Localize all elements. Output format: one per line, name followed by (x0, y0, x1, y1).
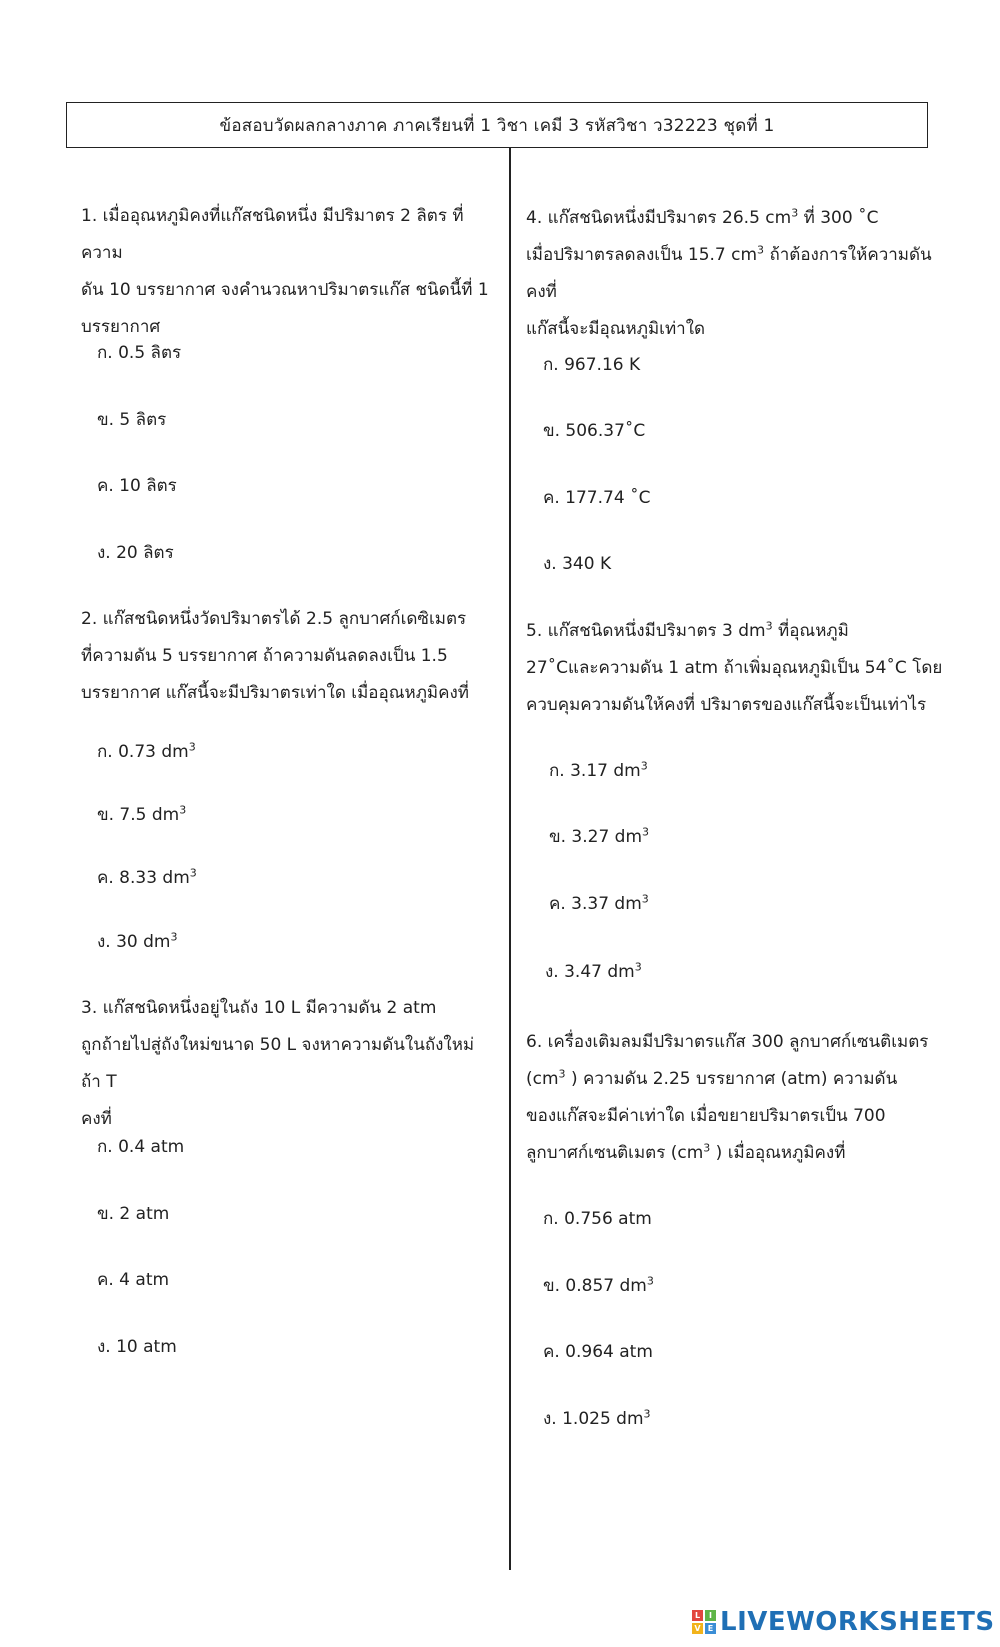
question-1-line: บรรยากาศ (81, 317, 161, 337)
liveworksheets-logo[interactable] (692, 1606, 995, 1638)
question-6 (526, 1024, 946, 1172)
q4-line2-rest: ถ้าต้องการให้ความดันคงที่ (526, 245, 932, 302)
logo-letter: E (705, 1623, 716, 1634)
q5-option-b-text: ข. 3.27 dm (549, 827, 643, 847)
superscript: 3 (646, 1274, 654, 1288)
superscript: 3 (189, 866, 197, 880)
logo-mark-icon (692, 1610, 716, 1634)
q6-line2-rest: ) ความดัน 2.25 บรรยากาศ (atm) ความดัน (565, 1069, 898, 1089)
q4-option-b[interactable]: ข. 506.37˚C (543, 421, 646, 441)
q5-option-c-text: ค. 3.37 dm (549, 894, 642, 914)
q5-line1-text: 5. แก๊สชนิดหนึ่งมีปริมาตร 3 dm (526, 621, 766, 641)
exam-header (66, 102, 928, 148)
question-5-line: ควบคุมความดันให้คงที่ ปริมาตรของแก๊สนี้จะเป็นเท่าไร (526, 695, 927, 715)
q2-option-c-text: ค. 8.33 dm (97, 868, 190, 888)
q4-line1-text: 4. แก๊สชนิดหนึ่งมีปริมาตร 26.5 cm (526, 208, 792, 228)
logo-letter: L (692, 1610, 703, 1621)
q2-option-d-text: ง. 30 dm (97, 932, 171, 952)
logo-text: LIVEWORKSHEETS (720, 1607, 995, 1637)
superscript: 3 (757, 243, 765, 257)
q2-option-c[interactable] (97, 866, 197, 890)
superscript: 3 (179, 803, 187, 817)
q3-option-a[interactable]: ก. 0.4 atm (97, 1137, 185, 1157)
superscript: 3 (170, 930, 178, 944)
q6-line4-rest: ) เมื่ออุณหภูมิคงที่ (710, 1143, 846, 1163)
q2-option-d[interactable] (97, 930, 178, 954)
logo-letter: V (692, 1623, 703, 1634)
q3-option-b[interactable]: ข. 2 atm (97, 1204, 170, 1224)
superscript: 3 (641, 892, 649, 906)
q5-option-d[interactable] (545, 960, 642, 984)
question-2-line: 2. แก๊สชนิดหนึ่งวัดปริมาตรได้ 2.5 ลูกบาศก์เดซิเมตร (81, 609, 467, 629)
q3-option-d[interactable]: ง. 10 atm (97, 1337, 177, 1357)
q4-line1-rest: ที่ 300 ˚C (798, 208, 879, 228)
superscript: 3 (642, 825, 650, 839)
q6-line4-text: ลูกบาศก์เซนติเมตร (cm (526, 1143, 704, 1163)
question-1-line: ดัน 10 บรรยากาศ จงคำนวณหาปริมาตรแก๊ส ชนิดนี้ที่ 1 (81, 280, 489, 300)
question-6-line: 6. เครื่องเติมลมมีปริมาตรแก๊ส 300 ลูกบาศก์เซนติเมตร (526, 1032, 929, 1052)
superscript: 3 (643, 1407, 651, 1421)
question-4-line (526, 237, 946, 311)
question-2 (81, 601, 491, 712)
q1-option-c[interactable]: ค. 10 ลิตร (97, 476, 177, 496)
superscript: 3 (765, 619, 773, 633)
question-4-line: แก๊สนี้จะมีอุณหภูมิเท่าใด (526, 319, 706, 339)
q6-option-b[interactable] (543, 1274, 654, 1298)
question-5-line: 27˚Cและความดัน 1 atm ถ้าเพิ่มอุณหภูมิเป็น 54˚C โดย (526, 658, 943, 678)
question-6-line: ของแก๊สจะมีค่าเท่าใด เมื่อขยายปริมาตรเป็น 700 (526, 1106, 886, 1126)
superscript: 3 (634, 960, 642, 974)
superscript: 3 (640, 759, 648, 773)
q2-option-b[interactable] (97, 803, 186, 827)
q1-option-b[interactable]: ข. 5 ลิตร (97, 410, 167, 430)
superscript: 3 (791, 206, 799, 220)
question-3-line: 3. แก๊สชนิดหนึ่งอยู่ในถัง 10 L มีความดัน 2 atm (81, 998, 437, 1018)
q6-option-c[interactable]: ค. 0.964 atm (543, 1342, 653, 1362)
q4-option-a[interactable]: ก. 967.16 K (543, 355, 641, 375)
q5-option-c[interactable] (549, 892, 649, 916)
q6-option-b-text: ข. 0.857 dm (543, 1276, 647, 1296)
superscript: 3 (188, 740, 196, 754)
exam-title: ข้อสอบวัดผลกลางภาค ภาคเรียนที่ 1 วิชา เคมี 3 รหัสวิชา ว32223 ชุดที่ 1 (219, 115, 775, 136)
q2-option-a-text: ก. 0.73 dm (97, 742, 189, 762)
q5-option-a[interactable] (549, 759, 648, 783)
q4-option-c[interactable]: ค. 177.74 ˚C (543, 488, 651, 508)
question-6-line (526, 1135, 946, 1172)
q6-option-a[interactable]: ก. 0.756 atm (543, 1209, 652, 1229)
q1-option-d[interactable]: ง. 20 ลิตร (97, 543, 174, 563)
q5-line1-rest: ที่อุณหภูมิ (772, 621, 849, 641)
question-5 (526, 613, 946, 724)
question-3-line: คงที่ (81, 1109, 112, 1129)
q2-option-a[interactable] (97, 740, 196, 764)
q3-option-c[interactable]: ค. 4 atm (97, 1270, 170, 1290)
question-6-line (526, 1061, 946, 1098)
question-2-line: บรรยากาศ แก๊สนี้จะมีปริมาตรเท่าใด เมื่ออุณหภูมิคงที่ (81, 683, 469, 703)
q6-option-d[interactable] (543, 1407, 651, 1431)
question-3 (81, 990, 491, 1138)
question-4-line (526, 200, 946, 237)
q5-option-b[interactable] (549, 825, 649, 849)
q2-option-b-text: ข. 7.5 dm (97, 805, 180, 825)
question-5-line (526, 613, 946, 650)
question-1-line: 1. เมื่ออุณหภูมิคงที่แก๊สชนิดหนึ่ง มีปริมาตร 2 ลิตร ที่ความ (81, 206, 464, 263)
q1-option-a[interactable]: ก. 0.5 ลิตร (97, 343, 182, 363)
q4-option-d[interactable]: ง. 340 K (543, 554, 612, 574)
question-4 (526, 200, 946, 348)
q6-option-d-text: ง. 1.025 dm (543, 1409, 644, 1429)
question-1 (81, 198, 491, 346)
q4-line2-text: เมื่อปริมาตรลดลงเป็น 15.7 cm (526, 245, 758, 265)
question-3-line: ถูกถ้ายไปสู่ถังใหม่ขนาด 50 L จงหาความดันในถังใหม่ ถ้า T (81, 1035, 475, 1092)
q6-line2-text: (cm (526, 1069, 559, 1089)
logo-letter: I (705, 1610, 716, 1621)
superscript: 3 (703, 1141, 711, 1155)
column-divider (509, 148, 511, 1570)
superscript: 3 (558, 1067, 566, 1081)
q5-option-a-text: ก. 3.17 dm (549, 761, 641, 781)
question-2-line: ที่ความดัน 5 บรรยากาศ ถ้าความดันลดลงเป็น 1.5 (81, 646, 448, 666)
q5-option-d-text: ง. 3.47 dm (545, 962, 635, 982)
